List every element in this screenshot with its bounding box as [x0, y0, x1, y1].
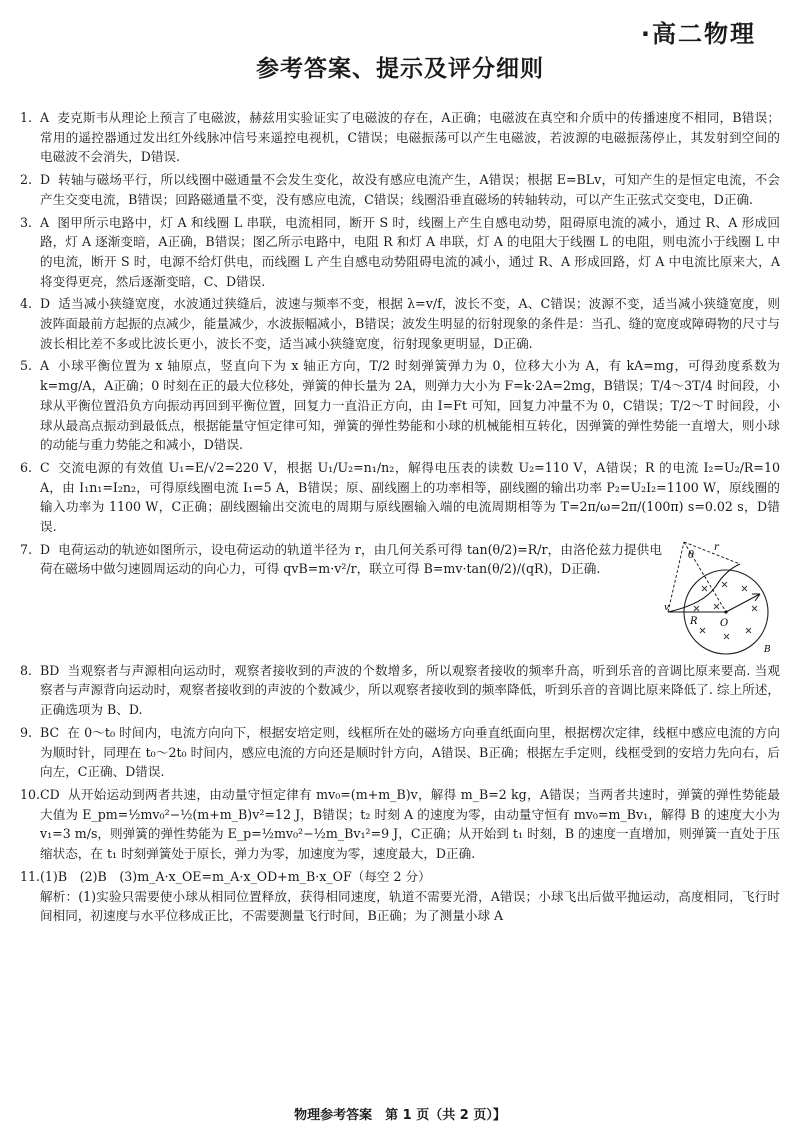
- theta-label: θ: [688, 549, 695, 561]
- item-number: 8.: [20, 662, 33, 678]
- item-answer: D: [40, 296, 51, 312]
- item-answer: D: [40, 541, 51, 557]
- page-title: 参考答案、提示及评分细则: [256, 56, 544, 82]
- page-footer: 物理参考答案 第 1 页（共 2 页）】: [294, 1108, 506, 1123]
- answer-item-9: [20, 723, 780, 782]
- item-explanation: 图甲所示电路中，灯 A 和线圈 L 串联，电流相同，断开 S 时，线圈上产生自感电动势，阻碍原电流的减小，通过 R、A 形成回路，灯 A 逐渐变暗，A正确，B错误；图乙所示电路中，电阻 R 和灯 A 串联，灯 A 的电阻大于线圈 L 的电阻，则电流小于线圈 L 中的电流，断开 S 时，电源不给灯供电，而线圈 L 产生自感电动势阻碍电流的减小，通过 R、A 形成回路，灯 A 中电流比原来大，A将变得更亮，然后逐渐变暗，C、D错误.: [40, 214, 780, 289]
- answer-item-1: [20, 108, 780, 167]
- item-answer: CD: [40, 786, 60, 802]
- answer-item-11: [20, 867, 780, 926]
- item-answer: A: [40, 358, 50, 374]
- answer-item-4: [20, 294, 780, 353]
- item-answer: BC: [40, 724, 60, 740]
- item-explanation: 交流电源的有效值 U₁=E/√2=220 V，根据 U₁/U₂=n₁/n₂，解得电压表的读数 U₂=110 V，A错误；R 的电流 I₂=U₂/R=10 A，由 I₁n₁=I₂n₂，可得原线圈电流 I₁=5 A，B错误；原、副线圈上的功率相等，副线圈的输出功率 P₂=U₂I₂=1100 W，原线圈的输入功率为 1100 W，C正确；副线圈输出交流电的周期与原线圈输入端的电流周期相等为 T=2π/ω=2π/(100π) s=0.02 s，D错误.: [40, 459, 780, 535]
- answer-item-8: [20, 661, 780, 720]
- item-explanation: 从开始运动到两者共速，由动量守恒定律有 mv₀=(m+m_B)v，解得 m_B=2 kg，A错误；当两者共速时，弹簧的弹性势能最大值为 E_pm=½mv₀²−½(m+m_B)v²=12 J，B错误；t₂ 时刻 A 的速度为零，由动量守恒有 mv₀=m_Bv₁，解得 B 的速度大小为 v₁=3 m/s，则弹簧的弹性势能为 E_p=½mv₀²−½m_Bv₁²=9 J，C正确；从开始到 t₁ 时刻，B 的速度一直增加，则弹簧一直处于压缩状态，在 t₁ 时刻弹簧处于原长，弹力为零，加速度为零，速度最大，D正确.: [40, 786, 780, 862]
- answer-item-7: [20, 540, 780, 658]
- answer-item-2: [20, 170, 780, 209]
- item-explanation: 麦克斯韦从理论上预言了电磁波，赫兹用实验证实了电磁波的存在，A正确；电磁波在真空和介质中的传播速度不相同，B错误；常用的遥控器通过发出红外线脉冲信号来遥控电视机，C错误；电磁振荡可以产生电磁波，若波源的电磁振荡停止，其发射到空间的电磁波不会消失，D错误.: [40, 110, 780, 165]
- item-number: 10.: [20, 786, 41, 802]
- r-label: r: [714, 541, 719, 553]
- item-explanation: 解析：(1)实验只需要使小球从相同位置释放，获得相同速度，轨道不需要光滑，A错误；小球飞出后做平抛运动，高度相同，飞行时间相同，初速度与水平位移成正比，不需要测量飞行时间，B正确；为了测量小球 A: [40, 888, 780, 924]
- item-number: 4.: [20, 296, 33, 312]
- item-number: 9.: [20, 724, 33, 740]
- answer-item-3: [20, 213, 780, 292]
- radius-line-1: [668, 542, 684, 612]
- B-label: B: [764, 644, 771, 655]
- item-explanation: 在 0～t₀ 时间内，电流方向向下，根据安培定则，线框所在处的磁场方向垂直纸面向里，根据楞次定律，线框中感应电流的方向为顺时针，同理在 t₀～2t₀ 时间内，感应电流的方向还是顺时针方向，A错误、B正确；根据左手定则，线框受到的安培力先向右，后向左，C正确、D错误.: [40, 724, 780, 780]
- item-number: 5.: [20, 358, 33, 374]
- item-answer: (1)B (2)B (3)m_A·x_OE=m_A·x_OD+m_B·x_OF（每空 2 分）: [40, 868, 431, 884]
- item-explanation: 小球平衡位置为 x 轴原点，竖直向下为 x 轴正方向，T/2 时刻弹簧弹力为 0，位移大小为 A，有 kA=mg，可得劲度系数为 k=mg/A，A正确；0 时刻在正的最大位移处，弹簧的伸长量为 2A，则弹力大小为 F=k·2A=2mg，B错误；T/4～3T/4 时间段，小球从平衡位置沿负方向振动再回到平衡位置，回复力一直沿正方向，由 I=Ft 可知，回复力冲量不为 0，C错误；T/2～T 时间段，小球从最高点振动到最低点，根据能量守恒定律可知，弹簧的弹性势能和小球的机械能相互转化，因弹簧的弹性势能一直增大，则小球的动能与重力势能之和减小，D错误.: [40, 358, 780, 453]
- item-number: 2.: [20, 172, 33, 188]
- item-answer: A: [40, 214, 50, 230]
- charge-trajectory-diagram: [664, 534, 780, 658]
- subject-label: ·高二物理: [640, 20, 756, 48]
- item-answer: D: [40, 172, 51, 188]
- item-explanation: 电荷运动的轨迹如图所示，设电荷运动的轨道半径为 r，由几何关系可得 tan(θ/2)=R/r，由洛伦兹力提供电荷在磁场中做匀速圆周运动的向心力，可得 qvB=m·v²/r，联立可得 B=mv·tan(θ/2)/(qR)，D正确.: [40, 541, 662, 577]
- answer-item-5: [20, 356, 780, 455]
- item-number: 7.: [20, 541, 33, 557]
- R-label: R: [690, 615, 698, 627]
- v-label: v: [664, 602, 670, 613]
- item-explanation: 当观察者与声源相向运动时，观察者接收到的声波的个数增多，所以观察者接收的频率升高，听到乐音的音调比原来要高. 当观察者与声源背向运动时，观察者接收到的声波的个数减少，所以观察者接收到的频率降低，听到乐音的音调比原来降低了. 综上所述，正确选项为 B、D.: [40, 662, 780, 718]
- item-explanation: 转轴与磁场平行，所以线圈中磁通量不会发生变化，故没有感应电流产生，A错误；根据 E=BLv，可知产生的是恒定电流，不会产生交变电流，B错误；回路磁通量不变，没有感应电流，C错误；线圈沿垂直磁场的转轴转动，可以产生正弦式交变电，D正确.: [40, 172, 780, 207]
- item-explanation: 适当减小狭缝宽度，水波通过狭缝后，波速与频率不变，根据 λ=v/f，波长不变，A、C错误；波源不变，适当减小狭缝宽度，则波阵面最前方起振的点减少，能量减少，水波振幅减小，B错误；波发生明显的衍射现象的条件是：当孔、缝的宽度或障碍物的尺寸与波长相比差不多或比波长更小，波长不变，适当减小狭缝宽度，衍射现象更明显，D正确.: [40, 296, 780, 351]
- answer-item-10: [20, 785, 780, 864]
- O-label: O: [720, 617, 729, 629]
- item-number: 1.: [20, 110, 33, 125]
- item-answer: A: [40, 110, 50, 125]
- answer-item-6: [20, 458, 780, 537]
- item-answer: BD: [40, 662, 60, 678]
- item-number: 11.: [20, 868, 41, 884]
- answer-list: [20, 108, 780, 929]
- item-answer: C: [40, 459, 50, 475]
- item-number: 6.: [20, 459, 33, 475]
- item-number: 3.: [20, 214, 33, 230]
- center-point: [724, 610, 727, 613]
